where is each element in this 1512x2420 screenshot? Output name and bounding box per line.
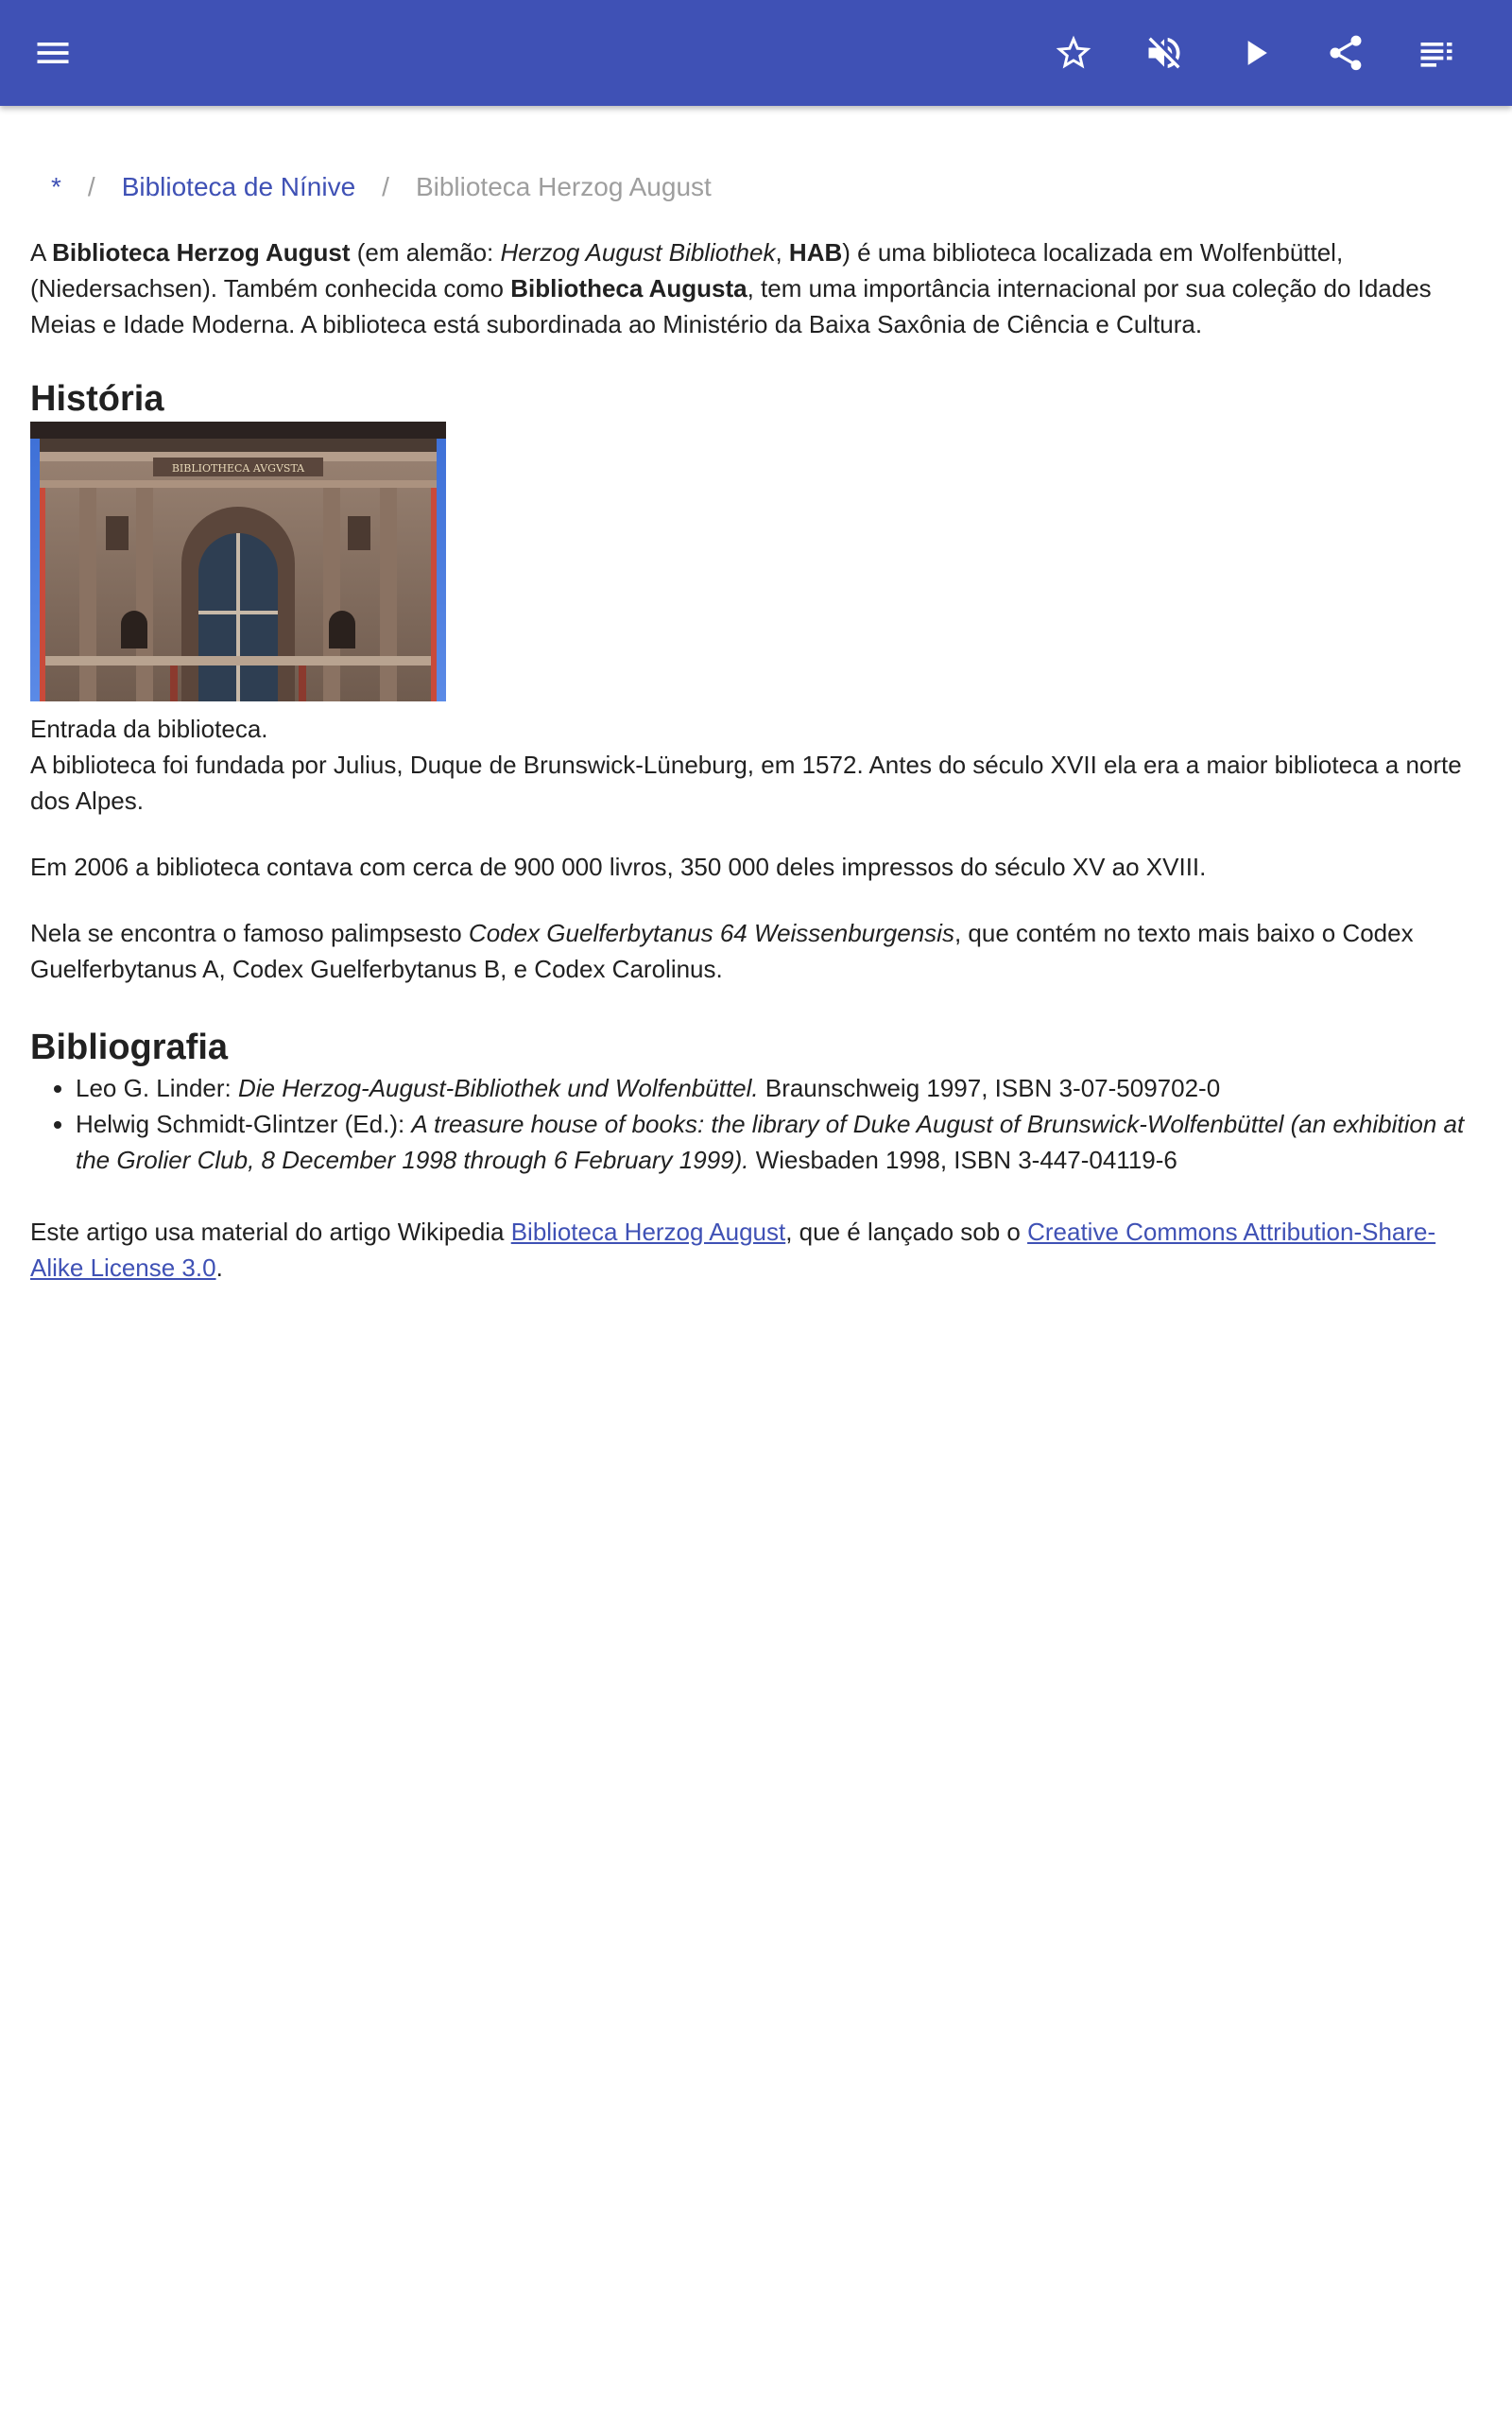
wikipedia-article-link[interactable]: Biblioteca Herzog August	[510, 1218, 786, 1246]
intro-bold-name: Biblioteca Herzog August	[52, 238, 351, 267]
author: Leo G. Linder:	[76, 1074, 238, 1102]
intro-german-name: Herzog August Bibliothek	[500, 238, 776, 267]
facade-inscription: BIBLIOTHECA AVGVSTA	[171, 462, 305, 475]
list-item	[76, 1106, 1482, 1178]
mute-button[interactable]	[1134, 23, 1194, 83]
history-paragraph-1: A biblioteca foi fundada por Julius, Duque de Brunswick-Lüneburg, em 1572. Antes do século XVII ela era a maior biblioteca a norte dos Alpes.	[30, 751, 1462, 815]
footer-text: , que é lançado sob o	[785, 1218, 1028, 1246]
toc-button[interactable]	[1406, 23, 1467, 83]
app-bar	[0, 0, 1512, 106]
breadcrumb	[30, 161, 1482, 214]
history-paragraph-2: Em 2006 a biblioteca contava com cerca de 900 000 livros, 350 000 deles impressos do século XV ao XVIII.	[30, 853, 1207, 881]
intro-paragraph	[30, 234, 1482, 342]
intro-text: , tem uma importância internacional por sua coleção do Idades Meias e Idade Moderna. A biblioteca está subordinada ao Ministério da Baixa Saxônia de Ciência e Cultura.	[30, 274, 1432, 338]
volume-off-icon	[1143, 32, 1185, 74]
history-paragraph-3	[30, 915, 1482, 987]
library-facade-picture	[30, 422, 446, 701]
breadcrumb-current: Biblioteca Herzog August	[415, 172, 712, 201]
section-heading-bibliografia: Bibliografia	[30, 1028, 229, 1067]
author: Helwig Schmidt-Glintzer (Ed.):	[76, 1110, 412, 1138]
publication-info: Braunschweig 1997, ISBN 3-07-509702-0	[758, 1074, 1221, 1102]
intro-text: ) é uma biblioteca localizada em Wolfenbüttel, (Niedersachsen). Também conhecida como	[30, 238, 1344, 302]
bibliography-list	[30, 1070, 1482, 1178]
bookmark-button[interactable]	[1043, 23, 1104, 83]
intro-alt-name: Bibliotheca Augusta	[510, 274, 747, 302]
menu-button[interactable]	[23, 23, 83, 83]
intro-text: (em alemão:	[350, 238, 501, 267]
paragraph-text: Nela se encontra o famoso palimpsesto	[30, 919, 469, 947]
play-icon	[1234, 32, 1276, 74]
book-title: Die Herzog-August-Bibliothek und Wolfenbüttel.	[238, 1074, 759, 1102]
section-heading-historia: História	[30, 379, 164, 419]
intro-abbreviation: HAB	[788, 238, 843, 267]
library-entrance-image[interactable]	[30, 422, 446, 701]
book-title: A treasure house of books: the library of Duke August of Brunswick-Wolfenbüttel (an exhibition at the Grolier Club, 8 December 1998 through 6 February 1999).	[76, 1110, 1465, 1174]
license-footer	[30, 1214, 1482, 1286]
share-icon	[1325, 32, 1366, 74]
footer-text: .	[215, 1253, 223, 1282]
paragraph-text: , que contém no texto mais baixo o Codex Guelferbytanus A, Codex Guelferbytanus B, e Codex Carolinus.	[30, 919, 1414, 983]
list-item	[76, 1070, 1482, 1106]
intro-text: ,	[775, 238, 789, 267]
play-button[interactable]	[1225, 23, 1285, 83]
codex-title: Codex Guelferbytanus 64 Weissenburgensis	[468, 919, 954, 947]
breadcrumb-separator: /	[87, 172, 95, 201]
breadcrumb-separator: /	[382, 172, 389, 201]
license-link[interactable]: Creative Commons Attribution-Share-Alike License 3.0	[30, 1218, 1436, 1282]
image-caption: Entrada da biblioteca.	[30, 715, 268, 743]
breadcrumb-parent-link[interactable]: Biblioteca de Nínive	[121, 172, 356, 201]
share-button[interactable]	[1315, 23, 1376, 83]
menu-icon	[32, 32, 74, 74]
breadcrumb-root-link[interactable]: *	[51, 172, 61, 201]
publication-info: Wiesbaden 1998, ISBN 3-447-04119-6	[748, 1146, 1177, 1174]
list-icon	[1416, 32, 1457, 74]
article-content	[30, 161, 1482, 1286]
footer-text: Este artigo usa material do artigo Wikipedia	[30, 1218, 511, 1246]
intro-text: A	[30, 238, 53, 267]
star-outline-icon	[1053, 32, 1094, 74]
